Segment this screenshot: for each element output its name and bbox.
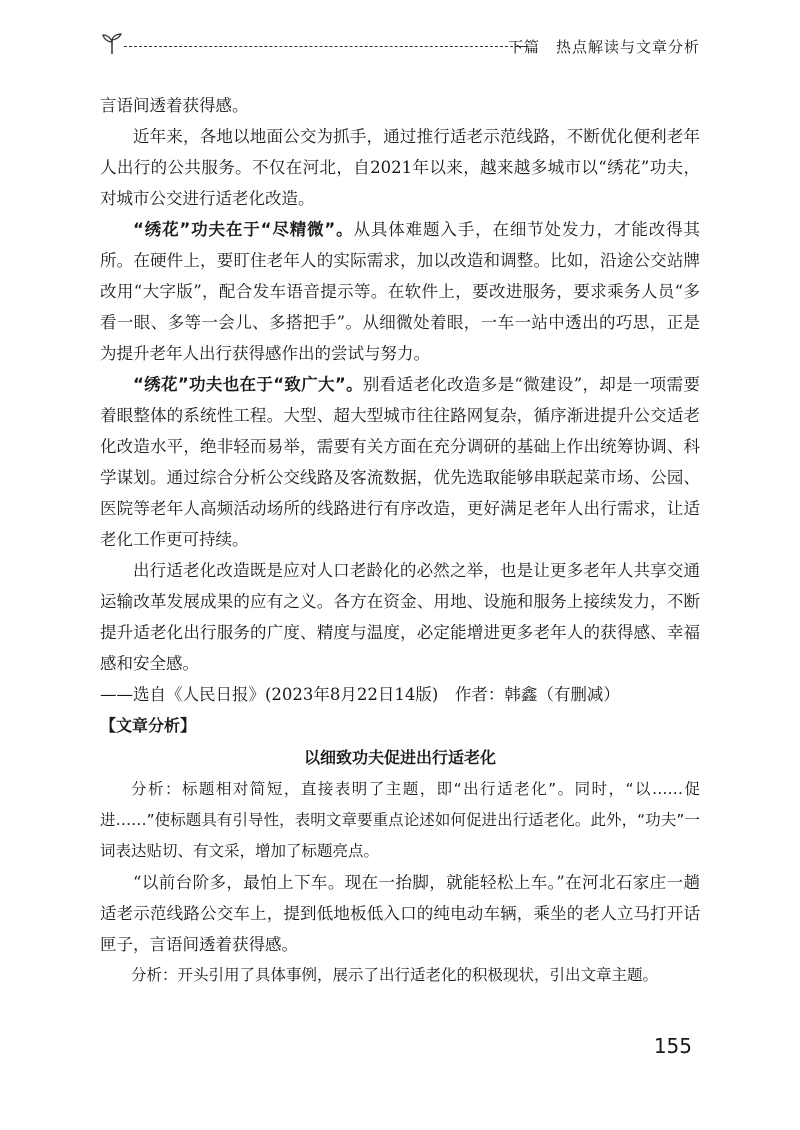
article-paragraph: 言语间透着获得感。 xyxy=(100,96,249,115)
page-number: 155 xyxy=(653,1034,692,1058)
article-paragraph: 近年来，各地以地面公交为抓手，通过推行适老示范线路，不断优化便利老年人出行的公共服务。不仅在河北，自2021年以来，越来越多城市以“绣花”功夫，对城市公交进行适老化改造。 xyxy=(100,127,700,208)
paragraph-lead: “绣花”功夫也在于“致广大”。 xyxy=(133,375,363,394)
article-paragraph: 出行适老化改造既是应对人口老龄化的必然之举，也是让更多老年人共享交通运输改革发展成果的应有之义。各方在资金、用地、设施和服务上接续发力，不断提升适老化出行服务的广度、精度与温度，必定能增进更多老年人的获得感、幸福感和安全感。 xyxy=(100,561,700,673)
header-rule-dashed xyxy=(124,46,518,47)
paragraph-body: 别看适老化改造多是“微建设”，却是一项需要着眼整体的系统性工程。大型、超大型城市往往路网复杂，循序渐进提升公交适老化改造水平，绝非轻而易举，需要有关方面在充分调研的基础上作出统筹协调、科学谋划。通过综合分析公交线路及客流数据，优先选取能够串联起菜市场、公园、医院等老年人高频活动场所的线路进行有序改造，更好满足老年人出行需求，让适老化工作更可持续。 xyxy=(100,375,700,549)
article-paragraph xyxy=(100,214,700,369)
section-title: 下篇 热点解读与文章分析 xyxy=(507,38,700,56)
paragraph-body: 从具体难题入手，在细节处发力，才能改得其所。在硬件上，要盯住老年人的实际需求，加以改造和调整。比如，沿途公交站牌改用“大字版”，配合发车语音提示等。在软件上，要改进服务，要求乘务人员“多看一眼、多等一会儿、多搭把手”。从细微处着眼，一车一站中透出的巧思，正是为提升老年人出行获得感作出的尝试与努力。 xyxy=(100,220,700,363)
page-header xyxy=(100,30,700,60)
article-paragraph xyxy=(100,369,700,555)
analysis-paragraph: 分析：标题相对简短，直接表明了主题，即“出行适老化”。同时，“以……促进……”使标题具有引导性，表明文章要重点论述如何促进出行适老化。此外，“功夫”一词表达贴切、有文采，增加了标题亮点。 xyxy=(100,780,700,860)
quote-paragraph: “以前台阶多，最怕上下车。现在一抬脚，就能轻松上车。”在河北石家庄一趟适老示范线路公交车上，提到低地板低入口的纯电动车辆，乘坐的老人立马打开话匣子，言语间透着获得感。 xyxy=(100,873,700,954)
analysis-paragraph: 分析：开头引用了具体事例，展示了出行适老化的积极现状，引出文章主题。 xyxy=(131,966,659,984)
paragraph-lead: “绣花”功夫在于“尽精微”。 xyxy=(133,220,354,239)
page-content xyxy=(100,90,700,991)
article-source: ——选自《人民日报》(2023年8月22日14版) 作者：韩鑫（有删减） xyxy=(100,685,620,704)
analysis-article-title: 以细致功夫促进出行适老化 xyxy=(303,748,496,767)
sprout-icon xyxy=(100,32,124,56)
analysis-heading: 【文章分析】 xyxy=(100,716,197,735)
